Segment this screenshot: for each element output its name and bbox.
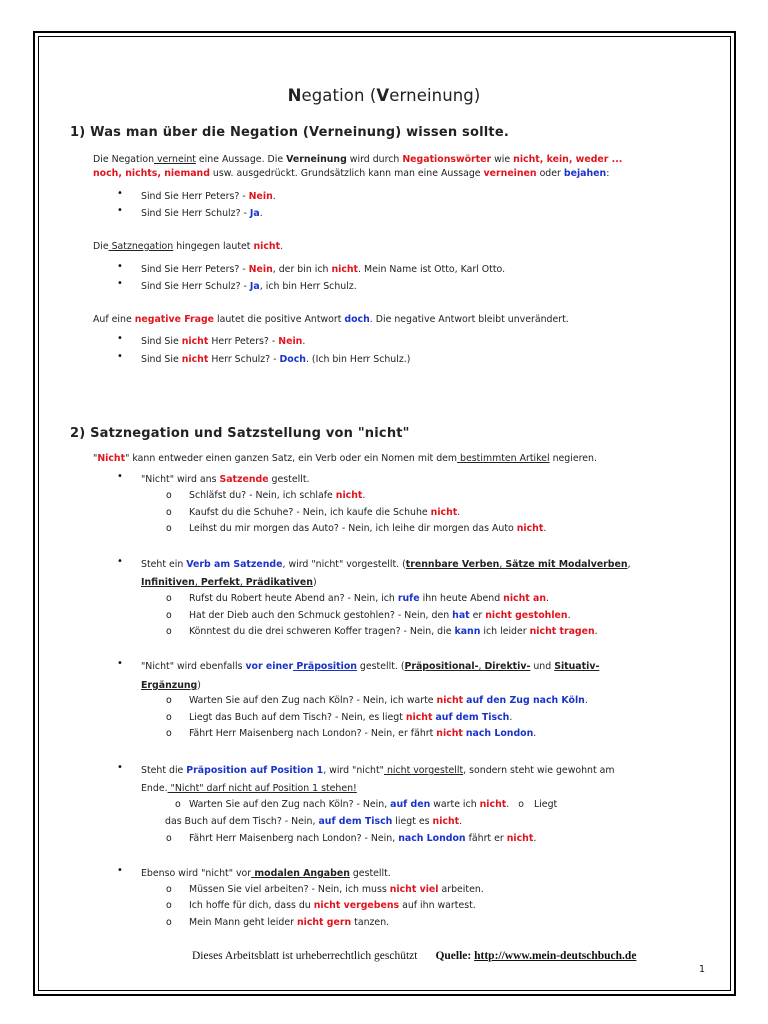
s1-example-5: Sind Sie nicht Herr Peters? - Nein.: [141, 336, 306, 347]
circle-bullet-icon: o: [166, 728, 172, 739]
bullet-icon: •: [117, 865, 123, 876]
s2-rule-3-example-c: Fährt Herr Maisenberg nach London? - Nein, er fährt nicht nach London.: [189, 728, 537, 739]
circle-bullet-icon: o: [166, 884, 172, 895]
source-label: Quelle:: [435, 950, 472, 962]
s1-example-2: Sind Sie Herr Schulz? - Ja.: [141, 208, 263, 219]
bullet-icon: •: [117, 556, 123, 567]
s1-intro-line2: noch, nichts, niemand usw. ausgedrückt. Grundsätzlich kann man eine Aussage verneinen oder bejahen:: [93, 168, 610, 179]
s1-example-3: Sind Sie Herr Peters? - Nein, der bin ich nicht. Mein Name ist Otto, Karl Otto.: [141, 264, 506, 275]
s2-intro: "Nicht" kann entweder einen ganzen Satz, ein Verb oder ein Nomen mit dem bestimmten Artikel negieren.: [93, 453, 597, 464]
circle-bullet-icon: o: [166, 626, 172, 637]
s2-rule-4: Steht die Präposition auf Position 1, wird "nicht" nicht vorgestellt, sondern steht wie gewohnt am: [141, 765, 615, 776]
s2-rule-5-example-b: Ich hoffe für dich, dass du nicht vergebens auf ihn wartest.: [189, 900, 476, 911]
s1-example-4: Sind Sie Herr Schulz? - Ja, ich bin Herr Schulz.: [141, 281, 357, 292]
bullet-icon: •: [117, 188, 123, 199]
s2-rule-2-example-a: Rufst du Robert heute Abend an? - Nein, ich rufe ihn heute Abend nicht an.: [189, 593, 549, 604]
circle-bullet-icon: o: [166, 900, 172, 911]
s2-rule-3-example-a: Warten Sie auf den Zug nach Köln? - Nein, ich warte nicht auf den Zug nach Köln.: [189, 695, 588, 706]
s2-rule-1-example-b: Kaufst du die Schuhe? - Nein, ich kaufe die Schuhe nicht.: [189, 507, 461, 518]
circle-bullet-icon: o: [166, 695, 172, 706]
s1-intro-line1: Die Negation verneint eine Aussage. Die Verneinung wird durch Negationswörter wie nicht, kein, weder ...: [93, 154, 623, 165]
page-number: 1: [699, 964, 706, 975]
circle-bullet-icon: o: [166, 593, 172, 604]
s2-rule-3-line2: Ergänzung): [141, 680, 201, 691]
s2-rule-5: Ebenso wird "nicht" vor modalen Angaben gestellt.: [141, 868, 391, 879]
footer: [192, 950, 636, 962]
s2-rule-4-example-b: Fährt Herr Maisenberg nach London? - Nein, nach London fährt er nicht.: [189, 833, 537, 844]
bullet-icon: •: [117, 205, 123, 216]
page-title: Negation (Verneinung): [287, 86, 481, 105]
s2-rule-3: "Nicht" wird ebenfalls vor einer Präposition gestellt. (Präpositional-, Direktiv- und Situativ-: [141, 661, 600, 672]
s2-rule-5-example-a: Müssen Sie viel arbeiten? - Nein, ich muss nicht viel arbeiten.: [189, 884, 484, 895]
s1-negative-question: Auf eine negative Frage lautet die positive Antwort doch. Die negative Antwort bleibt unverändert.: [93, 314, 569, 325]
s2-rule-2-line2: Infinitiven, Perfekt, Prädikativen): [141, 577, 317, 588]
s2-rule-4-example-a: Warten Sie auf den Zug nach Köln? - Nein, auf den warte ich nicht. o Liegt: [189, 799, 558, 810]
bullet-icon: •: [117, 278, 123, 289]
bullet-icon: •: [117, 471, 123, 482]
s2-rule-1: "Nicht" wird ans Satzende gestellt.: [141, 474, 310, 485]
section-heading-2: 2) Satznegation und Satzstellung von "nicht": [70, 426, 410, 441]
s2-rule-1-example-a: Schläfst du? - Nein, ich schlafe nicht.: [189, 490, 366, 501]
s1-example-6: Sind Sie nicht Herr Schulz? - Doch. (Ich bin Herr Schulz.): [141, 354, 411, 365]
copyright-notice: Dieses Arbeitsblatt ist urheberrechtlich geschützt: [192, 950, 418, 962]
bullet-icon: •: [117, 762, 123, 773]
circle-bullet-icon: o: [166, 917, 172, 928]
s1-satznegation: Die Satznegation hingegen lautet nicht.: [93, 241, 284, 252]
s2-rule-2-example-b: Hat der Dieb auch den Schmuck gestohlen? - Nein, den hat er nicht gestohlen.: [189, 610, 571, 621]
bullet-icon: •: [117, 658, 123, 669]
s2-rule-4-example-a-line2: das Buch auf dem Tisch? - Nein, auf dem Tisch liegt es nicht.: [165, 816, 463, 827]
circle-bullet-icon: o: [166, 833, 172, 844]
circle-bullet-icon: o: [166, 610, 172, 621]
s2-rule-2-example-c: Könntest du die drei schweren Koffer tragen? - Nein, die kann ich leider nicht tragen.: [189, 626, 598, 637]
s2-rule-2: Steht ein Verb am Satzende, wird "nicht" vorgestellt. (trennbare Verben, Sätze mit Modalverben,: [141, 559, 631, 570]
s2-rule-4-line2: Ende. "Nicht" darf nicht auf Position 1 stehen!: [141, 783, 357, 794]
s2-rule-5-example-c: Mein Mann geht leider nicht gern tanzen.: [189, 917, 390, 928]
circle-bullet-icon: o: [166, 490, 172, 501]
circle-bullet-icon: o: [175, 799, 181, 810]
s2-rule-3-example-b: Liegt das Buch auf dem Tisch? - Nein, es liegt nicht auf dem Tisch.: [189, 712, 513, 723]
section-heading-1: 1) Was man über die Negation (Verneinung) wissen sollte.: [70, 125, 509, 140]
bullet-icon: •: [117, 351, 123, 362]
bullet-icon: •: [117, 261, 123, 272]
s2-rule-1-example-c: Leihst du mir morgen das Auto? - Nein, ich leihe dir morgen das Auto nicht.: [189, 523, 547, 534]
circle-bullet-icon: o: [166, 712, 172, 723]
circle-bullet-icon: o: [166, 523, 172, 534]
s1-example-1: Sind Sie Herr Peters? - Nein.: [141, 191, 276, 202]
source-link[interactable]: http://www.mein-deutschbuch.de: [474, 950, 637, 962]
circle-bullet-icon: o: [166, 507, 172, 518]
bullet-icon: •: [117, 333, 123, 344]
